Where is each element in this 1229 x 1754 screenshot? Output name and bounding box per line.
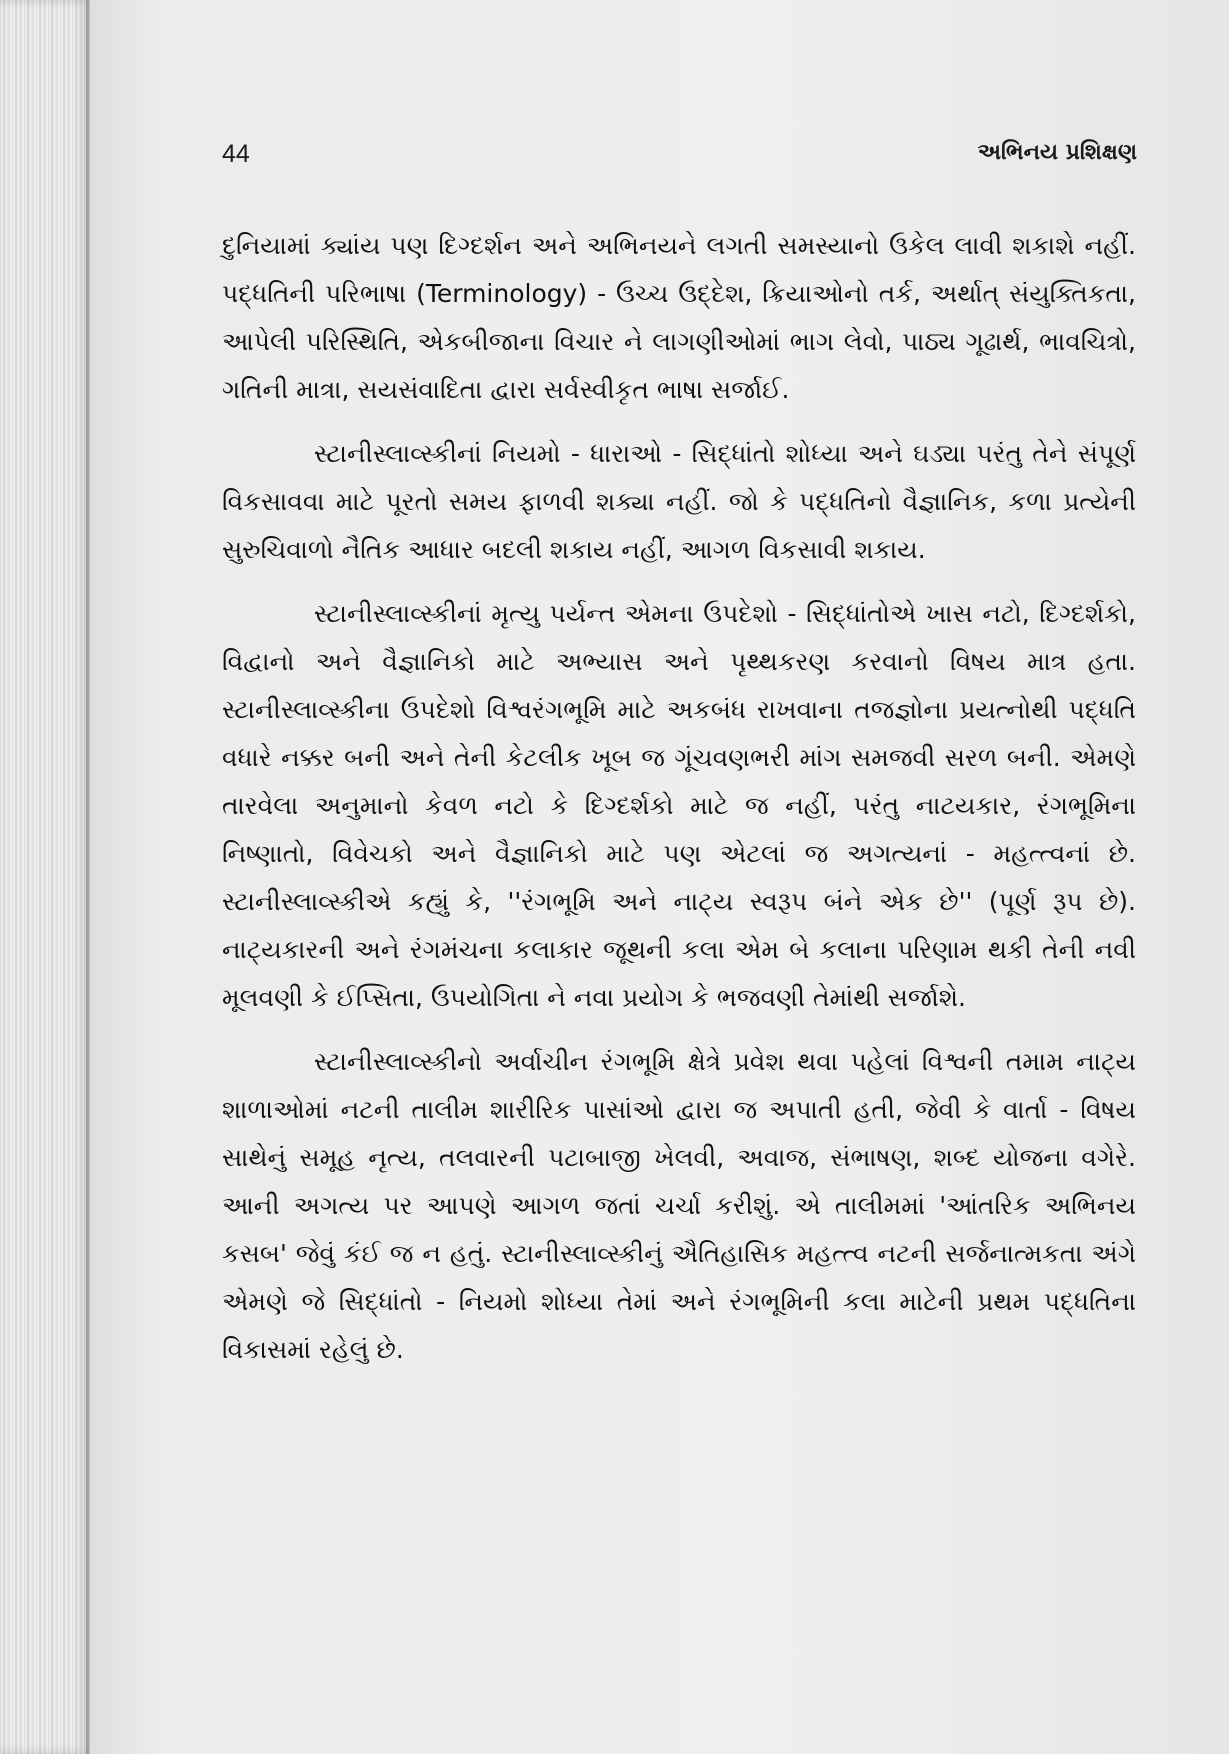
page-number: 44 xyxy=(222,140,250,168)
book-page-edges xyxy=(0,0,90,1754)
paragraph-1: દુનિયામાં ક્યાંય પણ દિગ્દર્શન અને અભિનયને લગતી સમસ્યાનો ઉકેલ લાવી શકાશે નહીં. પદ્ધતિની પરિભાષા (Terminology) - ઉચ્ચ ઉદ્દેશ, ક્રિયાઓનો તર્ક, અર્થાત્ સંયુક્તિકતા, આપેલી પરિસ્થિતિ, એકબીજાના વિચાર ને લાગણીઓમાં ભાગ લેવો, પાઠ્ય ગૂઢાર્થ, ભાવચિત્રો, ગતિની માત્રા, સયસંવાદિતા દ્વારા સર્વસ્વીકૃત ભાષા સર્જાઈ. xyxy=(222,231,1136,404)
paragraph-4: સ્ટાનીસ્લાવ્સ્કીનો અર્વાચીન રંગભૂમિ ક્ષેત્રે પ્રવેશ થવા પહેલાં વિશ્વની તમામ નાટ્ય શાળાઓમાં નટની તાલીમ શારીરિક પાસાંઓ દ્વારા જ અપાતી હતી, જેવી કે વાર્તા - વિષય સાથેનું સમૂહ નૃત્ય, તલવારની પટાબાજી ખેલવી, અવાજ, સંભાષણ, શબ્દ યોજના વગેરે. આની અગત્ય પર આપણે આગળ જતાં ચર્ચા કરીશું. એ તાલીમમાં 'આંતરિક અભિનય કસબ' જેવું કંઈ જ ન હતું. સ્ટાનીસ્લાવ્સ્કીનું ઐતિહાસિક મહત્ત્વ નટની સર્જનાત્મકતા અંગે એમણે જે સિદ્ધાંતો - નિયમો શોધ્યા તેમાં અને રંગભૂમિની કલા માટેની પ્રથમ પદ્ધતિના વિકાસમાં રહેલું છે. xyxy=(222,1047,1136,1364)
book-title: અભિનય પ્રશિક્ષણ xyxy=(977,140,1137,165)
running-head xyxy=(222,140,1137,180)
paragraph-2: સ્ટાનીસ્લાવ્સ્કીનાં નિયમો - ધારાઓ - સિદ્ધાંતો શોધ્યા અને ઘડ્યા પરંતુ તેને સંપૂર્ણ વિકસાવવા માટે પૂરતો સમય ફાળવી શક્યા નહીં. જો કે પદ્ધતિનો વૈજ્ઞાનિક, કળા પ્રત્યેની સુરુચિવાળો નૈતિક આધાર બદલી શકાય નહીં, આગળ વિકસાવી શકાય. xyxy=(222,439,1136,564)
book-page xyxy=(90,0,1229,1754)
body-text xyxy=(222,222,1136,1390)
paragraph-3: સ્ટાનીસ્લાવ્સ્કીનાં મૃત્યુ પર્યન્ત એમના ઉપદેશો - સિદ્ધાંતોએ ખાસ નટો, દિગ્દર્શકો, વિદ્વાનો અને વૈજ્ઞાનિકો માટે અભ્યાસ અને પૃથ્થકરણ કરવાનો વિષય માત્ર હતા. સ્ટાનીસ્લાવ્સ્કીના ઉપદેશો વિશ્વરંગભૂમિ માટે અકબંધ રાખવાના તજજ્ઞોના પ્રયત્નોથી પદ્ધતિ વધારે નક્કર બની અને તેની કેટલીક ખૂબ જ ગૂંચવણભરી માંગ સમજવી સરળ બની. એમણે તારવેલા અનુમાનો કેવળ નટો કે દિગ્દર્શકો માટે જ નહીં, પરંતુ નાટયકાર, રંગભૂમિના નિષ્ણાતો, વિવેચકો અને વૈજ્ઞાનિકો માટે પણ એટલાં જ અગત્યનાં - મહત્ત્વનાં છે. સ્ટાનીસ્લાવ્સ્કીએ કહ્યું કે, ''રંગભૂમિ અને નાટ્ય સ્વરૂપ બંને એક છે'' (પૂર્ણ રૂપ છે). નાટ્યકારની અને રંગમંચના કલાકાર જૂથની કલા એમ બે કલાના પરિણામ થકી તેની નવી મૂલવણી કે ઈપ્સિતા, ઉપયોગિતા ને નવા પ્રયોગ કે ભજવણી તેમાંથી સર્જાશે. xyxy=(222,599,1136,1012)
